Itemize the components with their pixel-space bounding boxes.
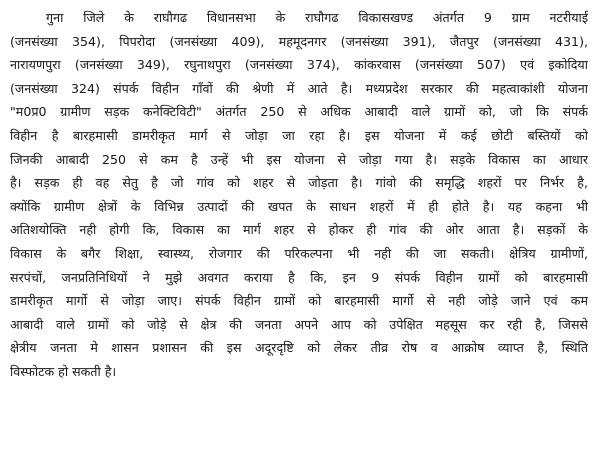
paragraph-line: अतिशयोक्ति नही होगी कि, विकास का मार्ग शहर से होकर ही गांव की ओर आता है। सड़कों के — [10, 222, 588, 238]
paragraph-line: क्षेत्रीय जनता मे शासन प्रशासन की इस अदूरदृष्टि को लेकर तीव्र रोष व आक्रोष व्याप्त है, स्थिति — [10, 340, 588, 356]
paragraph-line: नारायणपुरा (जनसंख्या 349), रघुनाथपुरा (जनसंख्या 374), कांकरवास (जनसंख्या 507) एवं इकोदिया — [10, 57, 588, 73]
paragraph-line: डामरीकृत मार्गो से जोड़ा जाए। संपर्क विहीन ग्रामों को बारहमासी मार्गो से नही जोड़े जाने एवं कम — [10, 293, 588, 309]
paragraph-line: है। सड़क ही वह सेतु है जो गांव को शहर से जोड़ता है। गांवो की समृद्धि शहरों पर निर्भर है, — [10, 175, 588, 191]
paragraph-line: जिनकी आबादी 250 से कम है उन्हें भी इस योजना से जोड़ा गया है। सड़के विकास का आधार — [10, 151, 588, 167]
paragraph-line: आबादी वाले ग्रामों को जोड़े से क्षेत्र की जनता अपने आप को उपेक्षित महसूस कर रही है, जिससे — [10, 316, 588, 332]
body-paragraph — [10, 6, 588, 384]
paragraph-line: (जनसंख्या 354), पिपरोदा (जनसंख्या 409), महमूदनगर (जनसंख्या 391), जैतपुर (जनसंख्या 431), — [10, 33, 588, 49]
paragraph-line: विकास के बगैर शिक्षा, स्वास्थ्य, रोजगार की परिकल्पना भी नही की जा सकती। क्षेत्रिय ग्रामीणों, — [10, 245, 588, 261]
paragraph-line: "म0प्र0 ग्रामीण सड़क कनेक्टिविटी" अंतर्गत 250 से अधिक आबादी वाले ग्रामों को, जो कि संपर्क — [10, 104, 588, 120]
paragraph-line: गुना जिले के राघौगढ विधानसभा के राघौगढ विकासखण्ड अंतर्गत 9 ग्राम नटरीयाई — [46, 10, 588, 25]
paragraph-line: क्योंकि ग्रामीण क्षेत्रों के विभिन्न उत्पादों की खपत के साधन शहरों में ही होते है। यह कहना भी — [10, 198, 588, 214]
paragraph-line: सरपंचों, जनप्रतिनिधियों ने मुझे अवगत कराया है कि, इन 9 संपर्क विहीन ग्रामों को बारहमासी — [10, 269, 588, 285]
paragraph-line: (जनसंख्या 324) संपर्क विहीन गाँवों की श्रेणी में आते है। मध्यप्रदेश सरकार की महत्वाकांशी योजना — [10, 80, 588, 96]
paragraph-line: विहीन है बारहमासी डामरीकृत मार्ग से जोड़ा जा रहा है। इस योजना में कई छोटी बस्तियों को — [10, 127, 588, 143]
paragraph-line: विस्फोटक हो सकती है। — [10, 363, 117, 379]
